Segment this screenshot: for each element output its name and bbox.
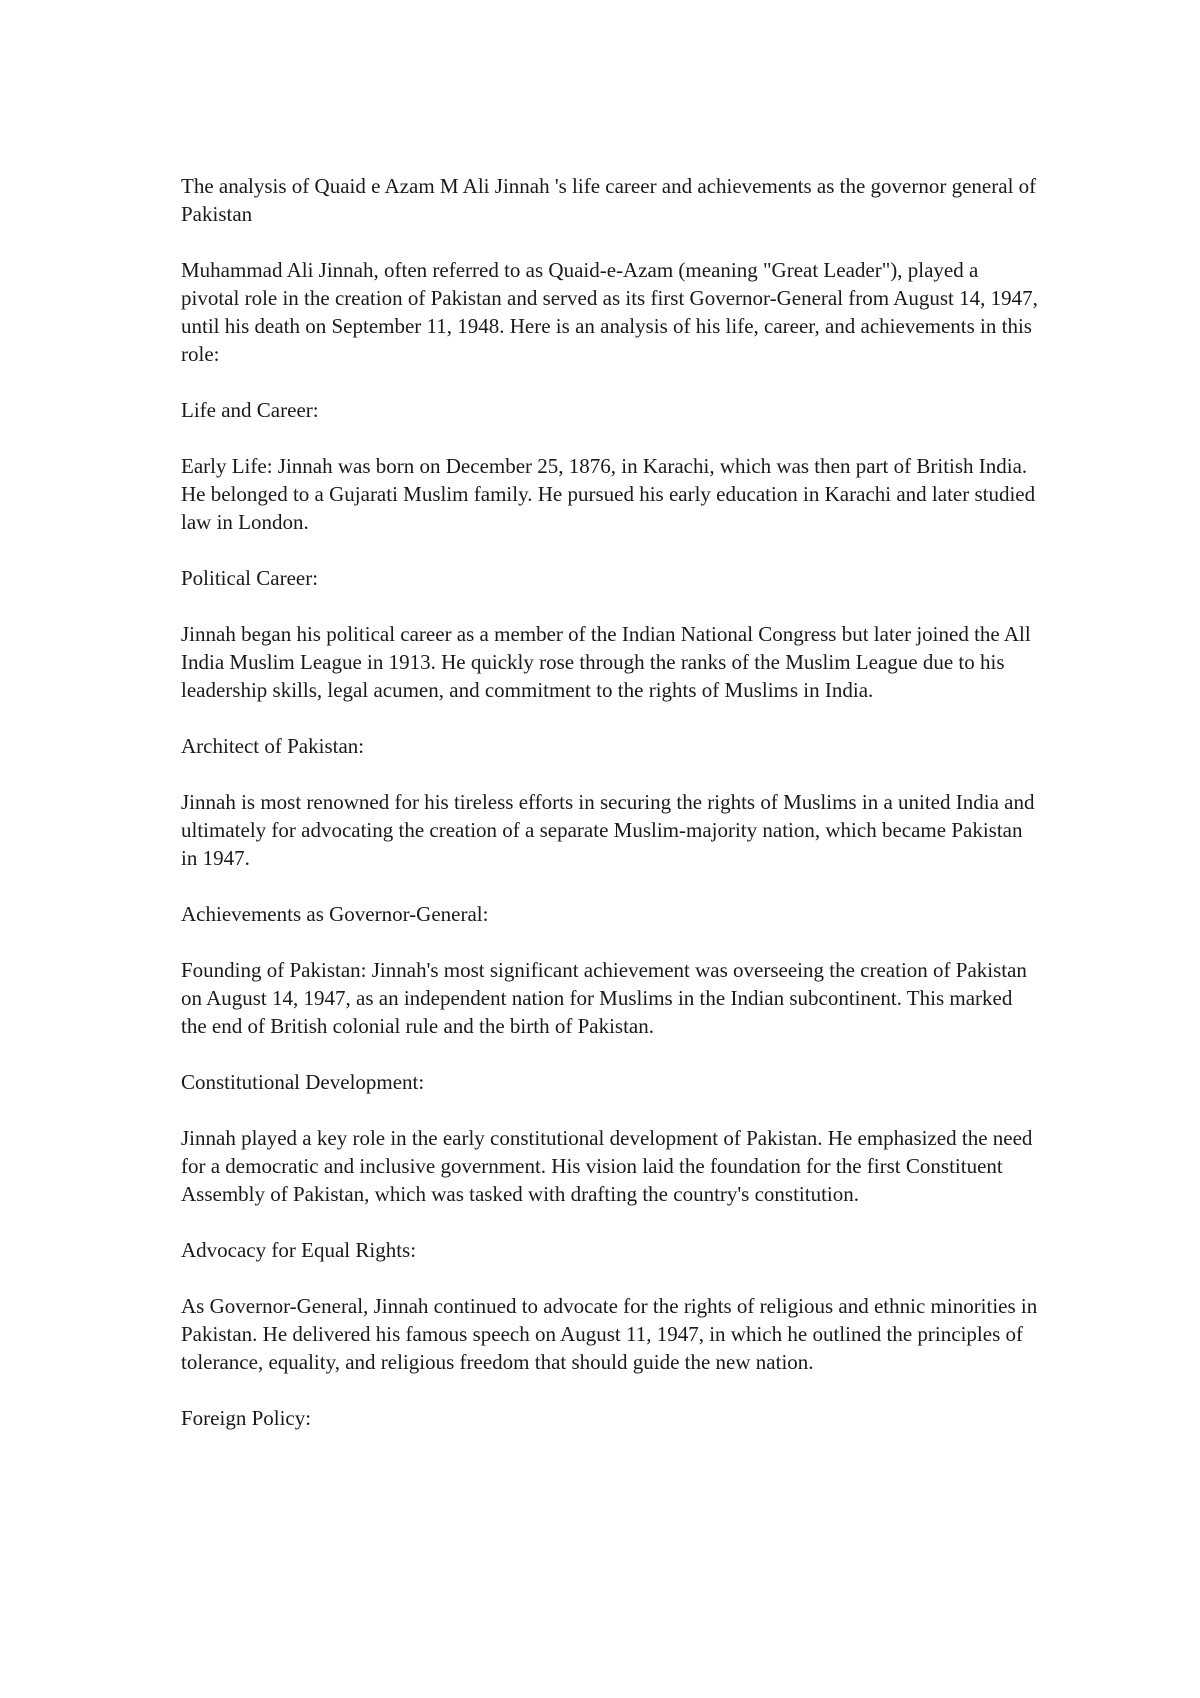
heading-foreign-policy: Foreign Policy: <box>181 1406 312 1430</box>
heading-achievements: Achievements as Governor-General: <box>181 902 489 926</box>
equal-rights-paragraph: As Governor-General, Jinnah continued to advocate for the rights of religious and ethnic minorities in Pakistan. He delivered his famous speech on August 11, 1947, in which he outlined the principles of tolerance, equality, and religious freedom that should guide the new nation. <box>181 1294 1038 1374</box>
document-title: The analysis of Quaid e Azam M Ali Jinnah 's life career and achievements as the governor general of Pakistan <box>181 174 1037 226</box>
document-body <box>181 172 1041 1432</box>
heading-life-and-career: Life and Career: <box>181 398 319 422</box>
heading-political-career: Political Career: <box>181 566 319 590</box>
political-career-paragraph: Jinnah began his political career as a member of the Indian National Congress but later joined the All India Muslim League in 1913. He quickly rose through the ranks of the Muslim League due to his leadership skills, legal acumen, and commitment to the rights of Muslims in India. <box>181 622 1031 702</box>
architect-paragraph: Jinnah is most renowned for his tireless efforts in securing the rights of Muslims in a united India and ultimately for advocating the creation of a separate Muslim-majority nation, which became Pakistan in 1947. <box>181 790 1035 870</box>
heading-constitutional-development: Constitutional Development: <box>181 1070 425 1094</box>
constitutional-paragraph: Jinnah played a key role in the early constitutional development of Pakistan. He emphasized the need for a democratic and inclusive government. His vision laid the foundation for the first Constituent Assembly of Pakistan, which was tasked with drafting the country's constitution. <box>181 1126 1033 1206</box>
intro-paragraph: Muhammad Ali Jinnah, often referred to as Quaid-e-Azam (meaning "Great Leader"), played a pivotal role in the creation of Pakistan and served as its first Governor-General from August 14, 1947, until his death on September 11, 1948. Here is an analysis of his life, career, and achievements in this role: <box>181 258 1038 366</box>
heading-advocacy-equal-rights: Advocacy for Equal Rights: <box>181 1238 417 1262</box>
early-life-paragraph: Early Life: Jinnah was born on December 25, 1876, in Karachi, which was then part of British India. He belonged to a Gujarati Muslim family. He pursued his early education in Karachi and later studied law in London. <box>181 454 1036 534</box>
heading-architect-of-pakistan: Architect of Pakistan: <box>181 734 365 758</box>
founding-paragraph: Founding of Pakistan: Jinnah's most significant achievement was overseeing the creation of Pakistan on August 14, 1947, as an independent nation for Muslims in the Indian subcontinent. This marked the end of British colonial rule and the birth of Pakistan. <box>181 958 1027 1038</box>
